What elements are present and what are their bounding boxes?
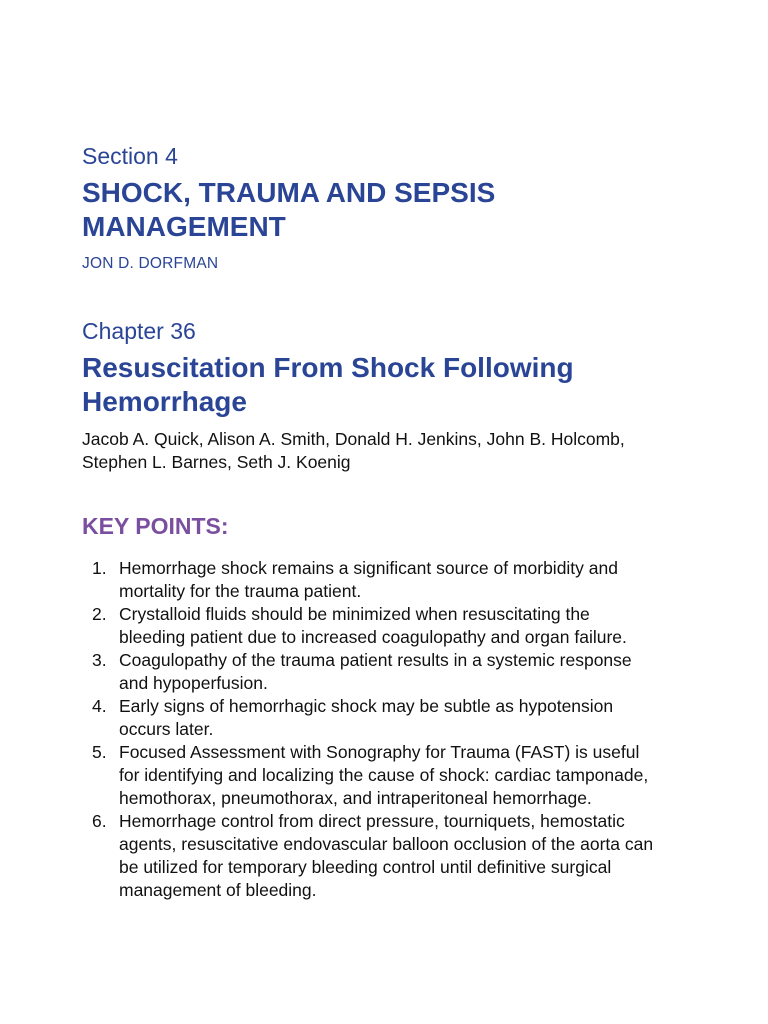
key-point-item — [82, 557, 702, 603]
key-point-item — [82, 741, 702, 810]
section-title — [82, 176, 702, 244]
key-point-text-line: Focused Assessment with Sonography for Trauma (FAST) is useful — [119, 742, 640, 762]
key-point-text-line: Hemorrhage control from direct pressure, tourniquets, hemostatic — [119, 811, 625, 831]
chapter-authors — [82, 428, 702, 474]
section-title-line: MANAGEMENT — [82, 211, 286, 242]
section-author: JON D. DORFMAN — [82, 255, 219, 272]
key-point-text-line: occurs later. — [119, 719, 214, 739]
key-point-text-line: and hypoperfusion. — [119, 673, 268, 693]
key-point-text-line: agents, resuscitative endovascular balloon occlusion of the aorta can — [119, 834, 654, 854]
chapter-authors-line: Jacob A. Quick, Alison A. Smith, Donald H. Jenkins, John B. Holcomb, — [82, 429, 625, 449]
key-point-text-line: Coagulopathy of the trauma patient results in a systemic response — [119, 650, 632, 670]
chapter-label: Chapter 36 — [82, 318, 196, 344]
key-point-number: 1. — [92, 558, 107, 578]
key-point-number: 4. — [92, 696, 107, 716]
key-point-number: 5. — [92, 742, 107, 762]
key-point-item — [82, 695, 702, 741]
key-point-text-line: management of bleeding. — [119, 880, 317, 900]
key-point-number: 6. — [92, 811, 107, 831]
key-points-list — [82, 557, 702, 902]
chapter-title-line: Resuscitation From Shock Following — [82, 352, 574, 383]
section-label: Section 4 — [82, 143, 178, 169]
key-point-text-line: Crystalloid fluids should be minimized when resuscitating the — [119, 604, 590, 624]
key-point-item — [82, 810, 702, 902]
chapter-title — [82, 351, 702, 419]
chapter-title-line: Hemorrhage — [82, 386, 247, 417]
key-point-text-line: hemothorax, pneumothorax, and intraperitoneal hemorrhage. — [119, 788, 592, 808]
key-point-text-line: Early signs of hemorrhagic shock may be subtle as hypotension — [119, 696, 614, 716]
key-point-text-line: bleeding patient due to increased coagulopathy and organ failure. — [119, 627, 627, 647]
section-title-line: SHOCK, TRAUMA AND SEPSIS — [82, 177, 496, 208]
key-point-item — [82, 649, 702, 695]
key-point-text-line: be utilized for temporary bleeding control until definitive surgical — [119, 857, 612, 877]
key-point-text-line: mortality for the trauma patient. — [119, 581, 362, 601]
document-page — [82, 141, 702, 902]
key-point-number: 3. — [92, 650, 107, 670]
key-point-item — [82, 603, 702, 649]
key-point-number: 2. — [92, 604, 107, 624]
key-points-heading: KEY POINTS: — [82, 513, 229, 539]
key-point-text-line: for identifying and localizing the cause of shock: cardiac tamponade, — [119, 765, 649, 785]
chapter-authors-line: Stephen L. Barnes, Seth J. Koenig — [82, 452, 351, 472]
key-point-text-line: Hemorrhage shock remains a significant source of morbidity and — [119, 558, 618, 578]
